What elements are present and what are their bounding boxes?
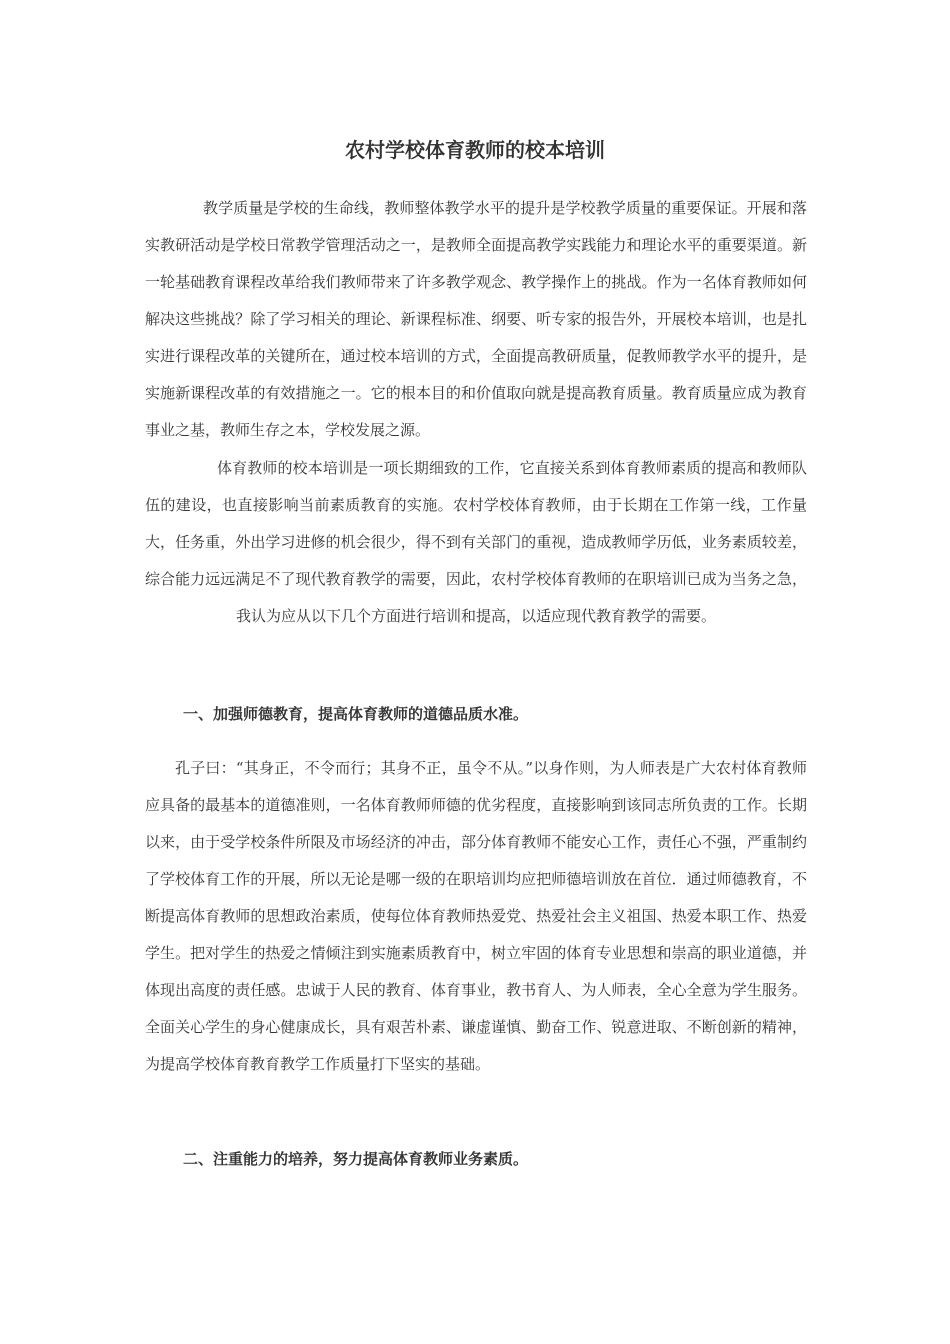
- section-1-paragraph: 孔子曰：“其身正，不令而行；其身不正，虽令不从。”以身作则，为人师表是广大农村体育教师应具备的最基本的道德准则，一名体育教师师德的优劣程度，直接影响到该同志所负责的工作。长期以来，由于受学校条件所限及市场经济的冲击，部分体育教师不能安心工作，责任心不强，严重制约了学校体育工作的开展，所以无论是哪一级的在职培训均应把师德培训放在首位．通过师德教育，不断提高体育教师的思想政治素质，使每位体育教师热爱党、热爱社会主义祖国、热爱本职工作、热爱学生。把对学生的热爱之情倾注到实施素质教育中，树立牢固的体育专业思想和崇高的职业道德，并体现出高度的责任感。忠诚于人民的教育、体育事业，教书育人、为人师表，全心全意为学生服务。全面关心学生的身心健康成长，具有艰苦朴素、谦虚谨慎、勤奋工作、锐意进取、不断创新的精神，为提高学校体育教育教学工作质量打下坚实的基础。: [145, 759, 807, 1073]
- context-paragraph: 体育教师的校本培训是一项长期细致的工作，它直接关系到体育教师素质的提高和教师队伍的建设，也直接影响当前素质教育的实施。农村学校体育教师，由于长期在工作第一线，工作量大，任务重，外出学习进修的机会很少，得不到有关部门的重视，造成教师学历低，业务素质较差，综合能力远远满足不了现代教育教学的需要，因此，农村学校体育教师的在职培训已成为当务之急，我认为应从以下几个方面进行培训和提高，以适应现代教育教学的需要。: [145, 459, 807, 625]
- section-heading-1: 一、加强师德教育，提高体育教师的道德品质水准。: [183, 705, 529, 723]
- intro-paragraph: 教学质量是学校的生命线，教师整体教学水平的提升是学校教学质量的重要保证。开展和落实教研活动是学校日常教学管理活动之一，是教师全面提高教学实践能力和理论水平的重要渠道。新一轮基础教育课程改革给我们教师带来了许多教学观念、教学操作上的挑战。作为一名体育教师如何解决这些挑战？除了学习相关的理论、新课程标准、纲要、听专家的报告外，开展校本培训，也是扎实进行课程改革的关键所在，通过校本培训的方式，全面提高教研质量，促教师教学水平的提升，是实施新课程改革的有效措施之一。它的根本目的和价值取向就是提高教育质量。教育质量应成为教育事业之基，教师生存之本，学校发展之源。: [145, 199, 807, 439]
- document-title: 农村学校体育教师的校本培训: [345, 138, 605, 162]
- section-heading-2: 二、注重能力的培养，努力提高体育教师业务素质。: [183, 1150, 529, 1168]
